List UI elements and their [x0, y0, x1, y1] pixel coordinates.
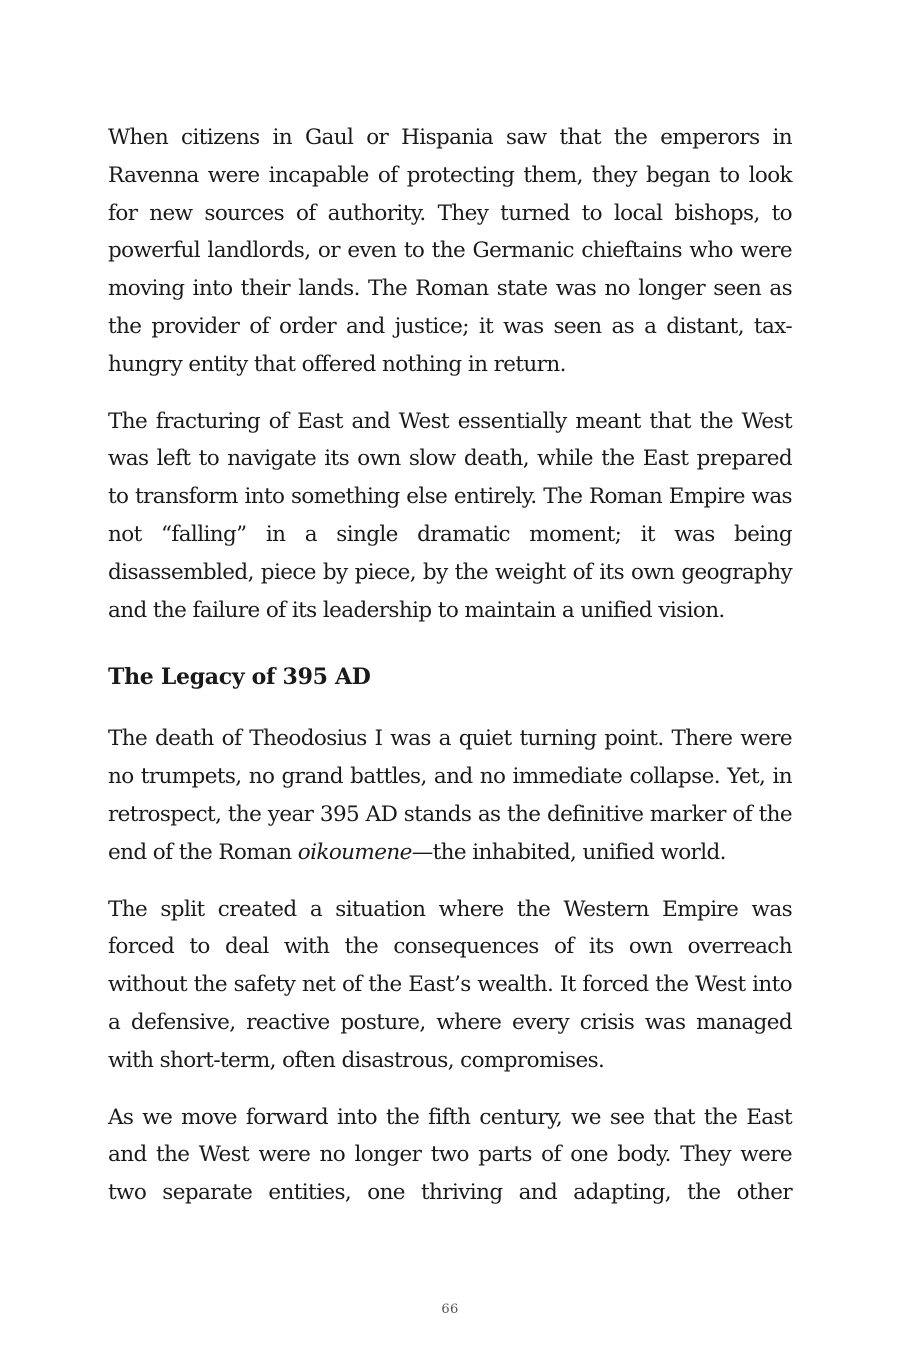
page-body	[108, 119, 792, 1231]
section-heading: The Legacy of 395 AD	[108, 664, 371, 691]
paragraph-text-end: —the inhabited, unified world.	[411, 839, 726, 865]
paragraph-split: The split created a situation where the Western Empire was forced to deal with the consequences of its own overreach without the safety net of the East’s wealth. It forced the West into a defensive, reactive posture, where every crisis was managed with short-term, often disastrous, compromises.	[108, 896, 792, 1073]
paragraph-gaul-hispania: When citizens in Gaul or Hispania saw that the emperors in Ravenna were incapable of protecting them, they began to look for new sources of authority. They turned to local bishops, to powerful landlords, or even to the Germanic chieftains who were moving into their lands. The Roman state was no longer seen as the provider of order and justice; it was seen as a distant, tax-hungry entity that offered nothing in return.	[108, 125, 792, 377]
paragraph-fifth-century: As we move forward into the fifth century, we see that the East and the West were no longer two parts of one body. They were two separate entities, one thriving and adapting, the other	[108, 1104, 792, 1206]
page-number: 66	[441, 1302, 459, 1317]
paragraph-text-start: The death of Theodosius I was a quiet turning point. There were no trumpets, no grand battles, and no immediate collapse. Yet, in retrospect, the year 395 AD stands as the definitive marker of the end of the Roman	[108, 726, 792, 865]
paragraph-death-of-theodosius	[108, 720, 792, 871]
paragraph-fracturing: The fracturing of East and West essentially meant that the West was left to navigate its own slow death, while the East prepared to transform into something else entirely. The Roman Empire was not “falling” in a single dramatic moment; it was being disassembled, piece by piece, by the weight of its own geography and the failure of its leadership to maintain a unified vision.	[108, 408, 792, 623]
italic-term: oikoumene	[297, 839, 412, 865]
